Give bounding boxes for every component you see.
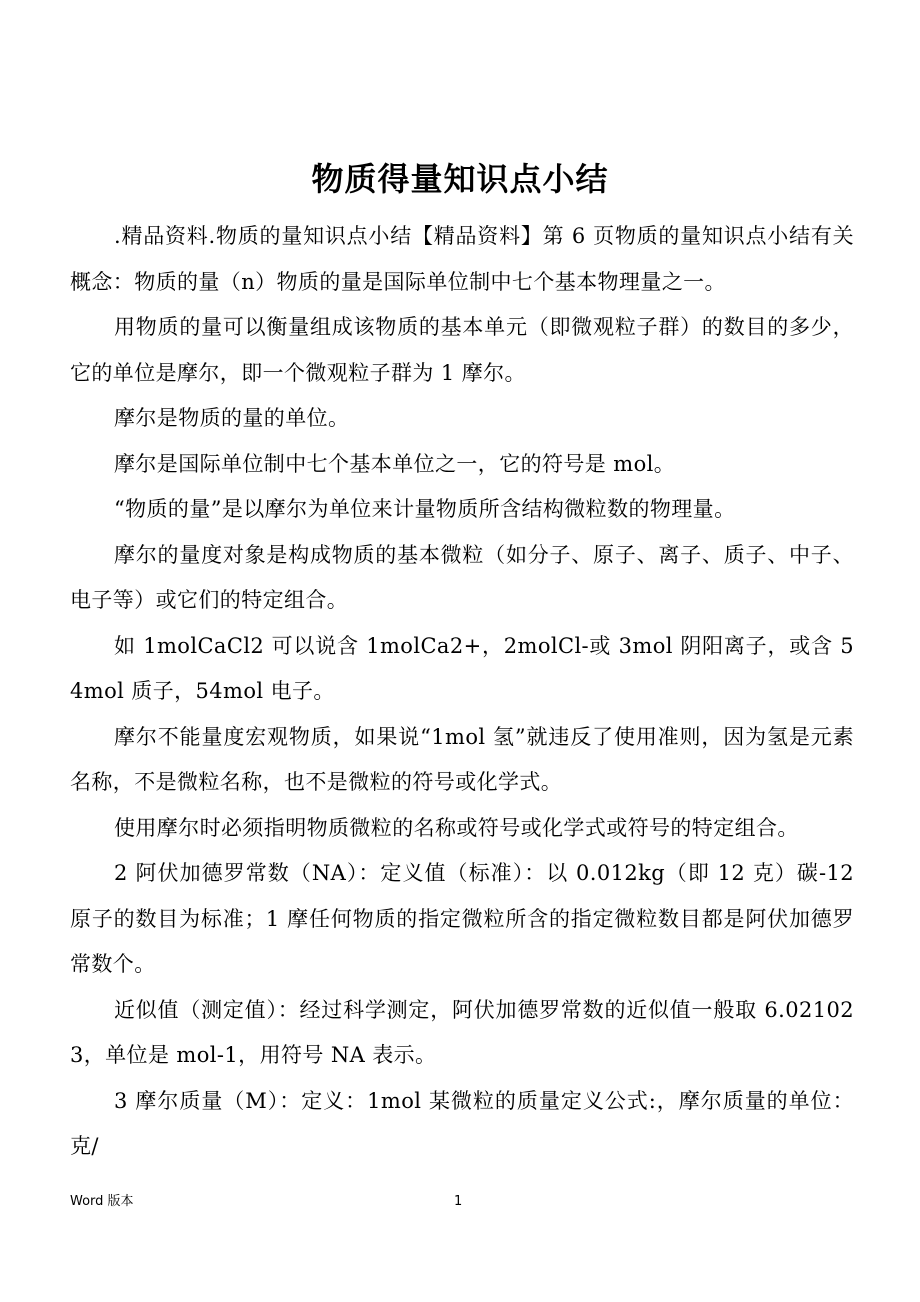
paragraph: 2 阿伏加德罗常数（NA）：定义值（标准）：以 0.012kg（即 12 克）碳-12 原子的数目为标准；1 摩任何物质的指定微粒所含的指定微粒数目都是阿伏加德罗常数个。 (70, 861, 854, 976)
paragraph: 摩尔的量度对象是构成物质的基本微粒（如分子、原子、离子、质子、中子、电子等）或它们的特定组合。 (70, 542, 854, 612)
paragraph: 3 摩尔质量（M）：定义：1mol 某微粒的质量定义公式:，摩尔质量的单位：克/ (70, 1088, 854, 1158)
paragraph: 摩尔是物质的量的单位。 (114, 406, 350, 430)
paragraph: 摩尔不能量度宏观物质，如果说“1mol 氢”就违反了使用准则，因为氢是元素名称，不是微粒名称，也不是微粒的符号或化学式。 (70, 724, 854, 794)
paragraph: “物质的量”是以摩尔为单位来计量物质所含结构微粒数的物理量。 (114, 497, 736, 521)
paragraph: 近似值（测定值）：经过科学测定，阿伏加德罗常数的近似值一般取 6.021023，单位是 mol-1，用符号 NA 表示。 (70, 997, 854, 1067)
paragraph: 用物质的量可以衡量组成该物质的基本单元（即微观粒子群）的数目的多少，它的单位是摩尔，即一个微观粒子群为 1 摩尔。 (70, 315, 854, 385)
paragraph: .精品资料.物质的量知识点小结【精品资料】第 6 页物质的量知识点小结有关概念：物质的量（n）物质的量是国际单位制中七个基本物理量之一。 (70, 224, 854, 294)
paragraph: 如 1molCaCl2 可以说含 1molCa2+，2molCl-或 3mol 阴阳离子，或含 54mol 质子，54mol 电子。 (70, 633, 854, 703)
paragraph: 摩尔是国际单位制中七个基本单位之一，它的符号是 mol。 (114, 451, 676, 476)
page-number: 1 (454, 1194, 463, 1209)
document-title: 物质得量知识点小结 (311, 160, 609, 199)
document-body (70, 214, 854, 1170)
paragraph: 使用摩尔时必须指明物质微粒的名称或符号或化学式或符号的特定组合。 (114, 815, 799, 840)
footer-label: Word 版本 (70, 1194, 134, 1209)
